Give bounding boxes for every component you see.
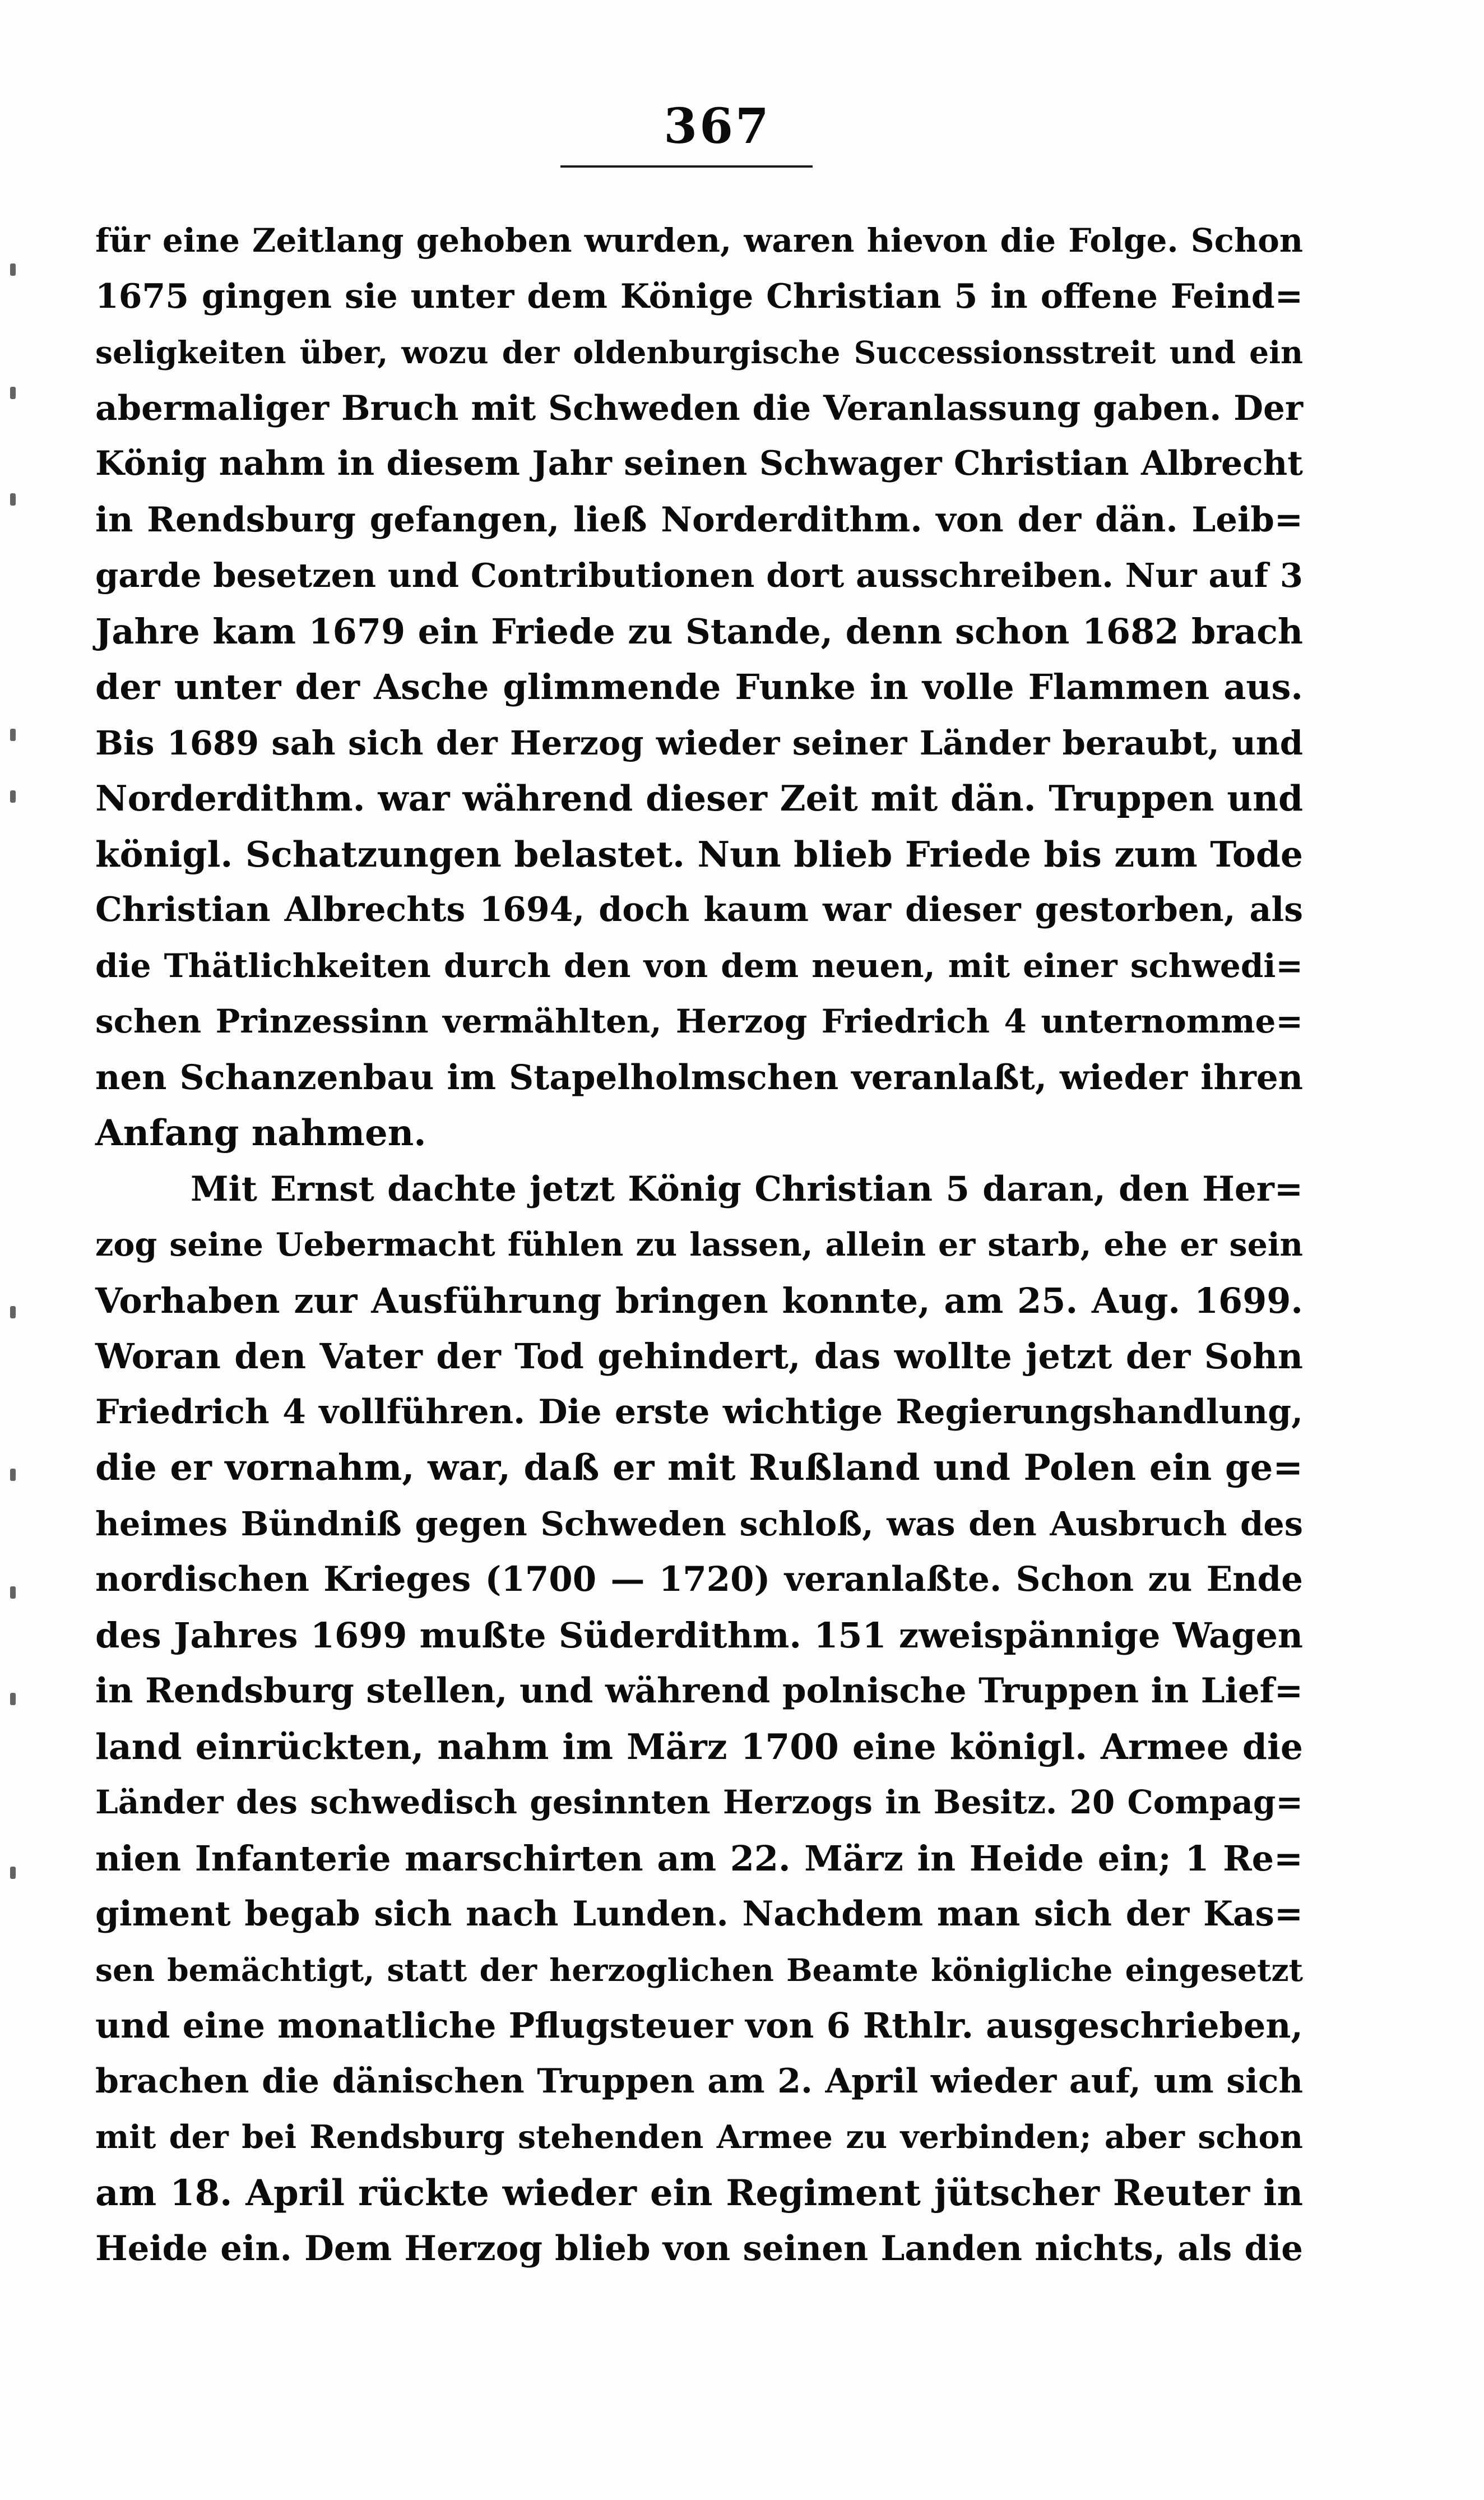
speck bbox=[10, 729, 16, 741]
text-line: nien Infanterie marschirten am 22. März in Heide ein; 1 Re= bbox=[95, 1837, 1303, 1879]
speck bbox=[10, 493, 16, 506]
text-line: königl. Schatzungen belastet. Nun blieb Friede bis zum Tode bbox=[95, 833, 1303, 875]
speck bbox=[10, 1469, 16, 1481]
speck bbox=[10, 1306, 16, 1318]
header-rule bbox=[560, 165, 813, 168]
speck bbox=[10, 263, 16, 276]
text-line: giment begab sich nach Lunden. Nachdem man sich der Kas= bbox=[95, 1894, 1303, 1934]
text-line: für eine Zeitlang gehoben wurden, waren hievon die Folge. Schon bbox=[95, 221, 1303, 260]
text-line: sen bemächtigt, statt der herzoglichen Beamte königliche eingesetzt bbox=[95, 1951, 1303, 1988]
text-line: des Jahres 1699 mußte Süderdithm. 151 zweispännige Wagen bbox=[95, 1614, 1303, 1656]
text-line: Bis 1689 sah sich der Herzog wieder seiner Länder beraubt, und bbox=[95, 723, 1303, 762]
text-line: Jahre kam 1679 ein Friede zu Stande, denn schon 1682 brach bbox=[95, 610, 1303, 652]
text-line: der unter der Asche glimmende Funke in volle Flammen aus. bbox=[95, 666, 1303, 707]
paragraph-2 bbox=[95, 1161, 1303, 2277]
text-line: nen Schanzenbau im Stapelholmschen veranlaßt, wieder ihren bbox=[95, 1057, 1303, 1098]
text-line: Anfang nahmen. bbox=[95, 1112, 426, 1154]
text-line: Länder des schwedisch gesinnten Herzogs in Besitz. 20 Compag= bbox=[95, 1783, 1303, 1821]
text-line: Norderdithm. war während dieser Zeit mit dän. Truppen und bbox=[95, 777, 1303, 819]
speck bbox=[10, 790, 16, 803]
text-line: in Rendsburg gefangen, ließ Norderdithm. von der dän. Leib= bbox=[95, 499, 1303, 540]
text-line: seligkeiten über, wozu der oldenburgische Successionsstreit und ein bbox=[95, 334, 1303, 371]
text-line: Mit Ernst dachte jetzt König Christian 5 daran, den Her= bbox=[191, 1169, 1303, 1209]
text-line: in Rendsburg stellen, und während polnische Truppen in Lief= bbox=[95, 1671, 1303, 1711]
text-line: zog seine Uebermacht fühlen zu lassen, allein er starb, ehe er sein bbox=[95, 1226, 1303, 1263]
text-line: heimes Bündniß gegen Schweden schloß, was den Ausbruch des bbox=[95, 1504, 1303, 1543]
text-line: mit der bei Rendsburg stehenden Armee zu verbinden; aber schon bbox=[95, 2118, 1303, 2156]
text-line: land einrückten, nahm im März 1700 eine königl. Armee die bbox=[95, 1725, 1303, 1767]
text-line: 1675 gingen sie unter dem Könige Christian 5 in offene Feind= bbox=[95, 276, 1303, 316]
speck bbox=[10, 1867, 16, 1879]
speck bbox=[10, 387, 16, 399]
text-line: die er vornahm, war, daß er mit Rußland und Polen ein ge= bbox=[95, 1447, 1303, 1489]
text-line: abermaliger Bruch mit Schweden die Veranlassung gaben. Der bbox=[95, 388, 1303, 428]
text-line: König nahm in diesem Jahr seinen Schwager Christian Albrecht bbox=[95, 444, 1303, 483]
text-line: die Thätlichkeiten durch den von dem neuen, mit einer schwedi= bbox=[95, 946, 1303, 985]
text-line: Vorhaben zur Ausführung bringen konnte, am 25. Aug. 1699. bbox=[95, 1280, 1303, 1321]
text-line: schen Prinzessinn vermählten, Herzog Friedrich 4 unternomme= bbox=[95, 1002, 1303, 1040]
paragraph-1 bbox=[95, 213, 1303, 1161]
speck bbox=[10, 1693, 16, 1705]
text-line: brachen die dänischen Truppen am 2. April wieder auf, um sich bbox=[95, 2061, 1303, 2101]
text-line: und eine monatliche Pflugsteuer von 6 Rthlr. ausgeschrieben, bbox=[95, 2005, 1303, 2046]
page-number: 367 bbox=[664, 98, 771, 155]
text-line: Christian Albrechts 1694, doch kaum war dieser gestorben, als bbox=[95, 890, 1303, 929]
text-line: Heide ein. Dem Herzog blieb von seinen Landen nichts, als die bbox=[95, 2229, 1303, 2268]
text-line: nordischen Krieges (1700 — 1720) veranlaßte. Schon zu Ende bbox=[95, 1559, 1303, 1599]
speck bbox=[10, 1586, 16, 1599]
text-line: Friedrich 4 vollführen. Die erste wichtige Regierungshandlung, bbox=[95, 1392, 1303, 1432]
body-text bbox=[95, 213, 1303, 2277]
text-line: garde besetzen und Contributionen dort ausschreiben. Nur auf 3 bbox=[95, 556, 1303, 595]
text-line: Woran den Vater der Tod gehindert, das wollte jetzt der Sohn bbox=[95, 1336, 1303, 1377]
text-line: am 18. April rückte wieder ein Regiment jütscher Reuter in bbox=[95, 2172, 1303, 2214]
